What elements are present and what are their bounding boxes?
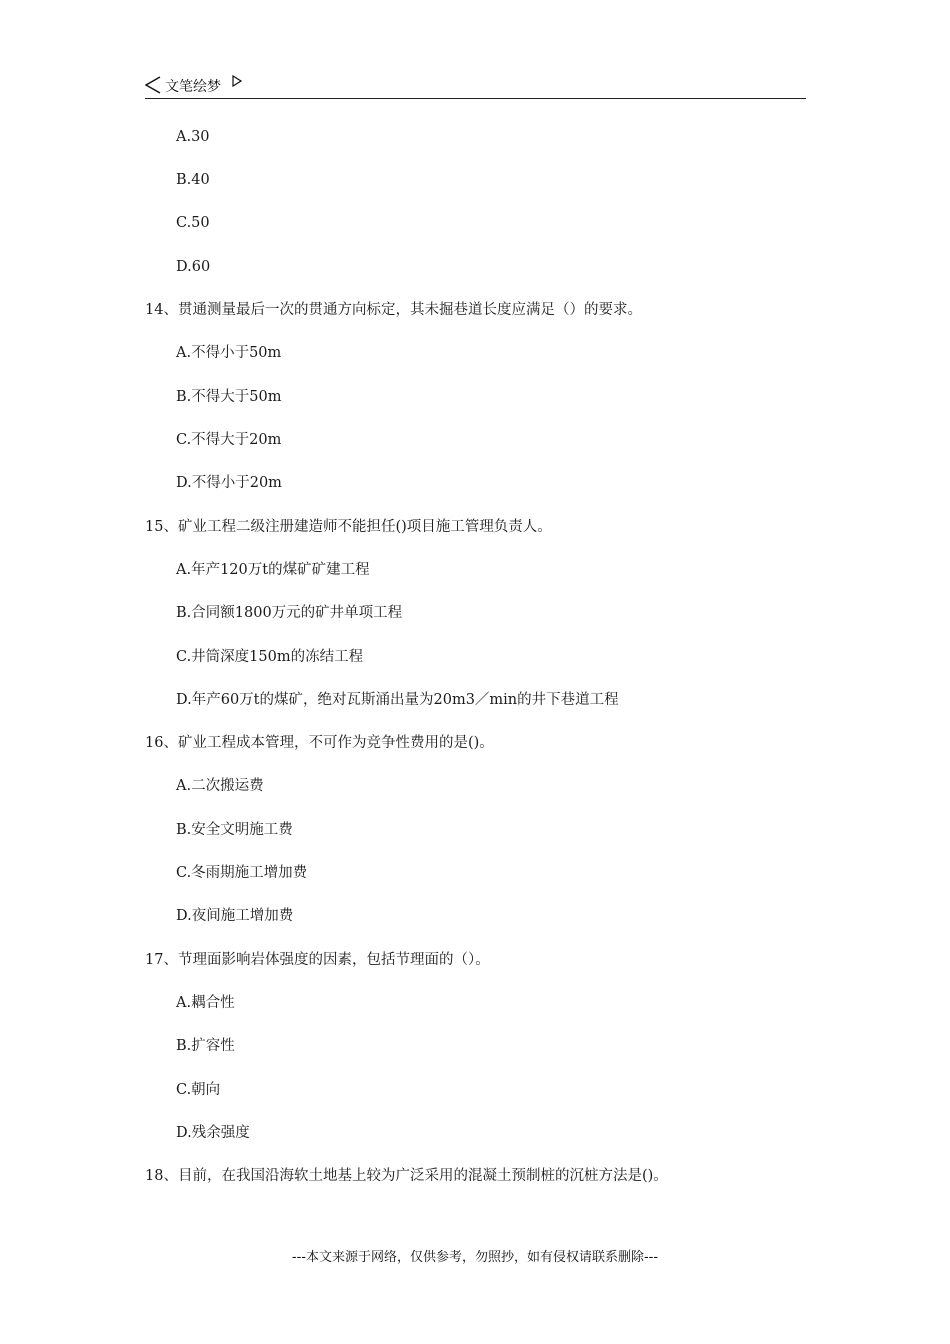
- option-line: D.年产60万t的煤矿，绝对瓦斯涌出量为20m3／min的井下巷道工程: [176, 692, 619, 708]
- option-line: B.40: [176, 172, 210, 188]
- question-line: 14、贯通测量最后一次的贯通方向标定，其未掘巷道长度应满足（）的要求。: [145, 302, 642, 318]
- page-footer-disclaimer: ---本文来源于网络，仅供参考，勿照抄，如有侵权请联系删除---: [291, 1250, 659, 1265]
- option-line: B.不得大于50m: [176, 389, 282, 405]
- option-line: D.60: [176, 259, 211, 275]
- header-title: 文笔绘梦: [165, 79, 221, 95]
- option-line: A.二次搬运费: [176, 778, 264, 794]
- option-line: C.朝向: [176, 1082, 221, 1098]
- option-line: A.年产120万t的煤矿矿建工程: [176, 562, 370, 578]
- question-line: 16、矿业工程成本管理，不可作为竞争性费用的是()。: [145, 735, 494, 751]
- question-line: 18、目前，在我国沿海软土地基上较为广泛采用的混凝土预制桩的沉桩方法是()。: [145, 1168, 668, 1184]
- question-line: 15、矿业工程二级注册建造师不能担任()项目施工管理负责人。: [145, 519, 552, 535]
- option-line: B.扩容性: [176, 1038, 235, 1054]
- option-line: A.不得小于50m: [176, 345, 282, 361]
- option-line: A.30: [176, 129, 210, 145]
- option-line: A.耦合性: [176, 995, 235, 1011]
- option-line: C.冬雨期施工增加费: [176, 865, 308, 881]
- question-line: 17、节理面影响岩体强度的因素，包括节理面的（）。: [145, 952, 490, 968]
- page-header: [145, 74, 806, 99]
- option-line: D.不得小于20m: [176, 475, 282, 491]
- right-triangle-icon: [232, 75, 242, 87]
- option-line: C.井筒深度150m的冻结工程: [176, 649, 364, 665]
- option-line: C.不得大于20m: [176, 432, 282, 448]
- option-line: D.夜间施工增加费: [176, 908, 294, 924]
- option-line: C.50: [176, 215, 210, 231]
- option-line: B.合同额1800万元的矿井单项工程: [176, 605, 403, 621]
- option-line: B.安全文明施工费: [176, 822, 293, 838]
- left-triangle-icon: [145, 76, 161, 94]
- option-line: D.残余强度: [176, 1125, 250, 1141]
